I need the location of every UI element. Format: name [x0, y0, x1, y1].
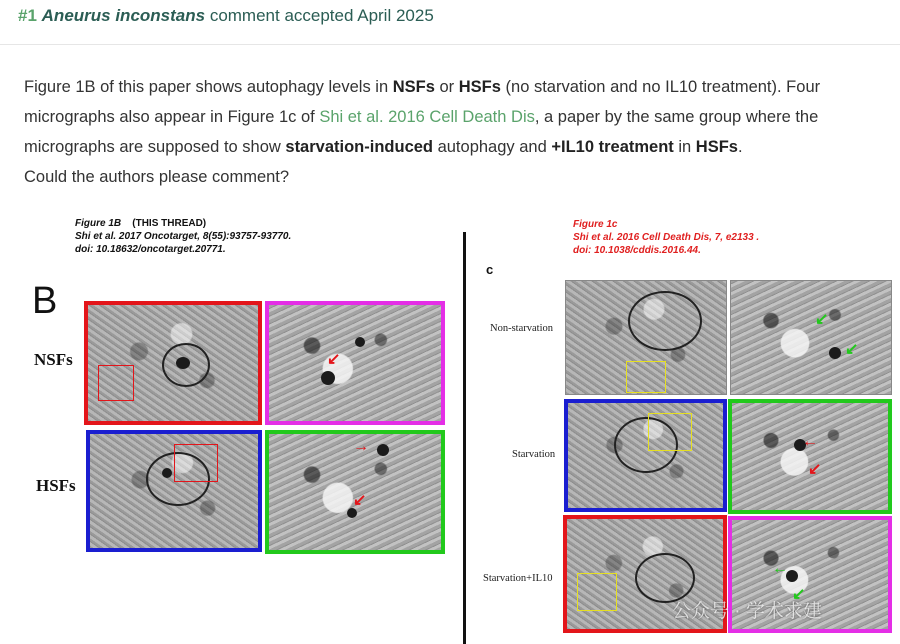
- left-caption-ref: Shi et al. 2017 Oncotarget, 8(55):93757-93770.: [75, 231, 292, 242]
- micrograph-hsfs-overview: [86, 430, 262, 552]
- comment-body: [24, 72, 884, 192]
- micrograph-starvation-il10-detail: ← ↙: [728, 516, 892, 633]
- left-caption-doi: doi: 10.18632/oncotarget.20771.: [75, 244, 226, 255]
- right-caption-doi: doi: 10.1038/cddis.2016.44.: [573, 245, 701, 256]
- figure-divider: [463, 232, 466, 644]
- right-caption-title: Figure 1c: [573, 219, 618, 230]
- row-label-nsfs: NSFs: [34, 350, 73, 369]
- row-label-starvation: Starvation: [512, 449, 556, 460]
- right-caption-ref: Shi et al. 2016 Cell Death Dis, 7, e2133 .: [573, 232, 760, 243]
- left-caption: [75, 217, 291, 256]
- text-segment: .: [737, 138, 743, 156]
- panel-letter-c: c: [486, 262, 494, 277]
- text-bold: +IL10 treatment: [551, 138, 674, 156]
- watermark: 公众号 · 学术求建: [672, 601, 822, 622]
- text-segment: or: [434, 78, 459, 96]
- micrograph-starvation-overview: [564, 399, 727, 512]
- micrograph-nsfs-overview: [84, 301, 262, 425]
- row-label-hsfs: HSFs: [36, 476, 76, 495]
- comment-header: [0, 0, 900, 45]
- comment-number[interactable]: #1: [18, 6, 37, 25]
- right-caption: [573, 218, 759, 257]
- micrograph-non-starvation-overview: [565, 280, 727, 395]
- reference-link[interactable]: Shi et al. 2016 Cell Death Dis: [319, 108, 535, 126]
- comment-status: comment accepted April 2025: [209, 6, 434, 25]
- comment-header-line: [18, 6, 434, 26]
- text-bold: NSFs: [392, 78, 435, 96]
- row-label-starvation-il10: Starvation+IL10: [483, 573, 553, 584]
- micrograph-nsfs-detail: ↙: [265, 301, 445, 425]
- text-bold: starvation-induced: [285, 138, 433, 156]
- panel-letter-b: B: [32, 280, 58, 322]
- text-segment: Figure 1B of this paper shows autophagy levels in: [24, 78, 393, 96]
- comment-author[interactable]: Aneurus inconstans: [41, 6, 206, 25]
- text-segment: in: [673, 138, 696, 156]
- micrograph-hsfs-detail: → ↙: [265, 430, 445, 554]
- text-segment: autophagy and: [433, 138, 552, 156]
- text-bold: HSFs: [695, 138, 738, 156]
- text-segment: , a paper by the same group where the micrographs are supposed to show: [24, 108, 819, 156]
- left-caption-title: Figure 1B: [75, 218, 122, 229]
- left-caption-note: (THIS THREAD): [132, 218, 207, 229]
- row-label-non-starvation: Non-starvation: [490, 323, 553, 334]
- text-segment: (no starvation and no IL10 treatment). Four micrographs also appear in Figure 1c of: [24, 78, 821, 126]
- micrograph-non-starvation-detail: ↙ ↙: [730, 280, 892, 395]
- text-question: Could the authors please comment?: [24, 168, 290, 186]
- micrograph-starvation-detail: ← ↙: [728, 399, 892, 514]
- text-bold: HSFs: [458, 78, 501, 96]
